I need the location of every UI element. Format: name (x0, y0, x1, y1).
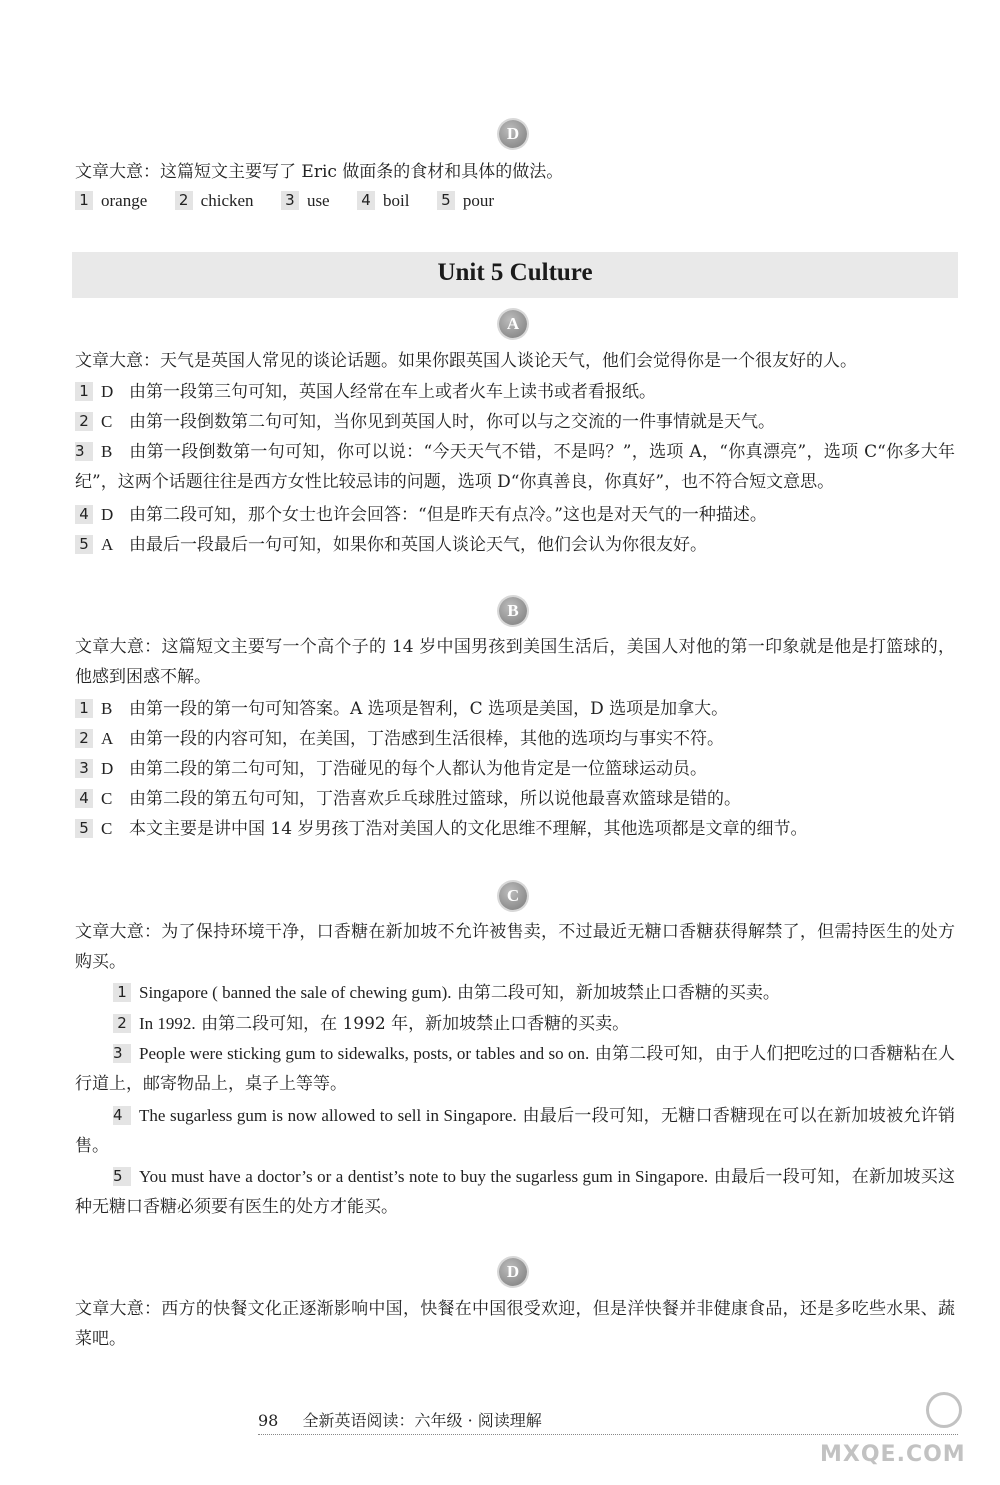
answer-explanation: 由最后一段可知，无糖口香糖现在可以在新加坡被允许销售。 (75, 1106, 956, 1156)
answer-letter: B (101, 699, 113, 718)
answer-letter: B (101, 442, 113, 461)
answer-english: In 1992. (139, 1014, 196, 1033)
answer-number: 4 (113, 1106, 131, 1125)
answer-explanation: 由第二段的第二句可知，丁浩碰见的每个人都认为他肯定是一位篮球运动员。 (129, 759, 707, 779)
answer-item (75, 500, 955, 530)
answer-number: 3 (113, 1044, 131, 1063)
answer-number: 5 (75, 819, 93, 838)
page-footer (258, 1408, 542, 1431)
answer-letter: C (101, 819, 113, 838)
answer-item (75, 694, 955, 724)
book-title: 全新英语阅读：六年级 · 阅读理解 (302, 1411, 542, 1430)
answer-letter: D (101, 505, 114, 524)
answer-number: 5 (113, 1167, 131, 1186)
answer-explanation: 由最后一段最后一句可知，如果你和英国人谈论天气，他们会认为你很友好。 (129, 535, 707, 555)
answer-number: 2 (75, 729, 93, 748)
answer-explanation: 由第二段可知，新加坡禁止口香糖的买卖。 (456, 983, 780, 1003)
answer-number: 1 (75, 699, 93, 718)
answer-item (75, 814, 955, 844)
answer-letter: C (101, 412, 113, 431)
watermark-logo-icon (926, 1392, 962, 1428)
answer-item (75, 724, 955, 754)
section-badge-d: D (499, 1258, 527, 1286)
answer-word: boil (383, 191, 410, 210)
watermark-text: MXQE.COM (820, 1442, 966, 1467)
answer-english: Singapore ( banned the sale of chewing gum). (139, 983, 452, 1002)
answer-explanation: 由第一段的第一句可知答案。A 选项是智利，C 选项是美国，D 选项是加拿大。 (129, 699, 729, 719)
answer-letter: A (101, 535, 114, 554)
answer-number: 4 (75, 505, 93, 524)
answer-english: People were sticking gum to sidewalks, posts, or tables and so on. (139, 1044, 590, 1063)
unit-title: Unit 5 Culture (437, 259, 593, 286)
answer-number: 1 (75, 382, 93, 401)
answer-number: 1 (113, 983, 131, 1002)
answer-explanation: 本文主要是讲中国 14 岁男孩丁浩对美国人的文化思维不理解，其他选项都是文章的细节。 (129, 819, 808, 839)
summary-a: 文章大意：天气是英国人常见的谈论话题。如果你跟英国人谈论天气，他们会觉得你是一个很友好的人。 (75, 351, 857, 371)
unit-banner (72, 252, 958, 298)
answer-word: chicken (200, 191, 254, 210)
answer-number: 5 (437, 191, 455, 210)
answer-item (75, 407, 955, 437)
answer-number: 3 (75, 759, 93, 778)
answer-explanation: 由第一段倒数第一句可知，你可以说：“今天天气不错，不是吗？”，选项 A，“你真漂亮”，选项 C“你多大年纪”，这两个话题往往是西方女性比较忌讳的问题，选项 D“你真善良，你真好”，也不符合短文意思。 (75, 442, 955, 492)
answer-word: orange (101, 191, 148, 210)
answer-number: 3 (281, 191, 299, 210)
answer-item (75, 1101, 955, 1161)
answer-explanation: 由第二段可知，在 1992 年，新加坡禁止口香糖的买卖。 (201, 1014, 630, 1034)
answer-number: 2 (113, 1014, 131, 1033)
summary-d: 文章大意：西方的快餐文化正逐渐影响中国，快餐在中国很受欢迎，但是洋快餐并非健康食品，还是多吃些水果、蔬菜吧。 (75, 1299, 955, 1349)
word-answer-row (75, 186, 955, 216)
page-number: 98 (258, 1411, 279, 1430)
section-badge-d-prev: D (499, 120, 527, 148)
answer-number: 3 (75, 442, 93, 461)
summary-b: 文章大意：这篇短文主要写一个高个子的 14 岁中国男孩到美国生活后，美国人对他的第一印象就是他是打篮球的，他感到困惑不解。 (75, 637, 955, 687)
summary-d-prev: 文章大意：这篇短文主要写了 Eric 做面条的食材和具体的做法。 (75, 162, 564, 182)
watermark (820, 1392, 970, 1478)
section-badge-a: A (499, 310, 527, 338)
answer-explanation: 由最后一段可知，在新加坡买这种无糖口香糖必须要有医生的处方才能买。 (75, 1167, 956, 1217)
answer-word: pour (462, 191, 495, 210)
answer-word: use (306, 191, 330, 210)
answer-item (75, 530, 955, 560)
answer-item (75, 1039, 955, 1099)
answer-number: 4 (357, 191, 375, 210)
answer-number: 1 (75, 191, 93, 210)
answer-letter: C (101, 789, 113, 808)
answer-item (75, 1009, 955, 1039)
answer-english: The sugarless gum is now allowed to sell in Singapore. (139, 1106, 517, 1125)
answer-number: 5 (75, 535, 93, 554)
answer-item (75, 754, 955, 784)
answer-explanation: 由第二段的第五句可知，丁浩喜欢乒乓球胜过篮球，所以说他最喜欢篮球是错的。 (129, 789, 741, 809)
answer-explanation: 由第一段的内容可知，在美国，丁浩感到生活很棒，其他的选项均与事实不符。 (129, 729, 724, 749)
answer-explanation: 由第一段倒数第二句可知，当你见到英国人时，你可以与之交流的一件事情就是天气。 (129, 412, 775, 432)
answer-number: 4 (75, 789, 93, 808)
answer-letter: D (101, 382, 114, 401)
answer-item (75, 978, 955, 1008)
answer-explanation: 由第一段第三句可知，英国人经常在车上或者火车上读书或者看报纸。 (129, 382, 656, 402)
answer-letter: A (101, 729, 114, 748)
answer-item (75, 377, 955, 407)
answer-explanation: 由第二段可知，那个女士也许会回答：“但是昨天有点冷。”这也是对天气的一种描述。 (129, 505, 767, 525)
section-badge-c: C (499, 882, 527, 910)
answer-explanation: 由第二段可知，由于人们把吃过的口香糖粘在人行道上，邮寄物品上，桌子上等等。 (75, 1044, 955, 1094)
answer-number: 2 (175, 191, 193, 210)
answer-item (75, 437, 955, 497)
answer-item (75, 784, 955, 814)
summary-c: 文章大意：为了保持环境干净，口香糖在新加坡不允许被售卖，不过最近无糖口香糖获得解禁了，但需持医生的处方购买。 (75, 922, 955, 972)
answer-number: 2 (75, 412, 93, 431)
answer-english: You must have a doctor’s or a dentist’s note to buy the sugarless gum in Singapore. (139, 1167, 709, 1186)
answer-letter: D (101, 759, 114, 778)
answer-item (75, 1162, 955, 1222)
section-badge-b: B (499, 597, 527, 625)
